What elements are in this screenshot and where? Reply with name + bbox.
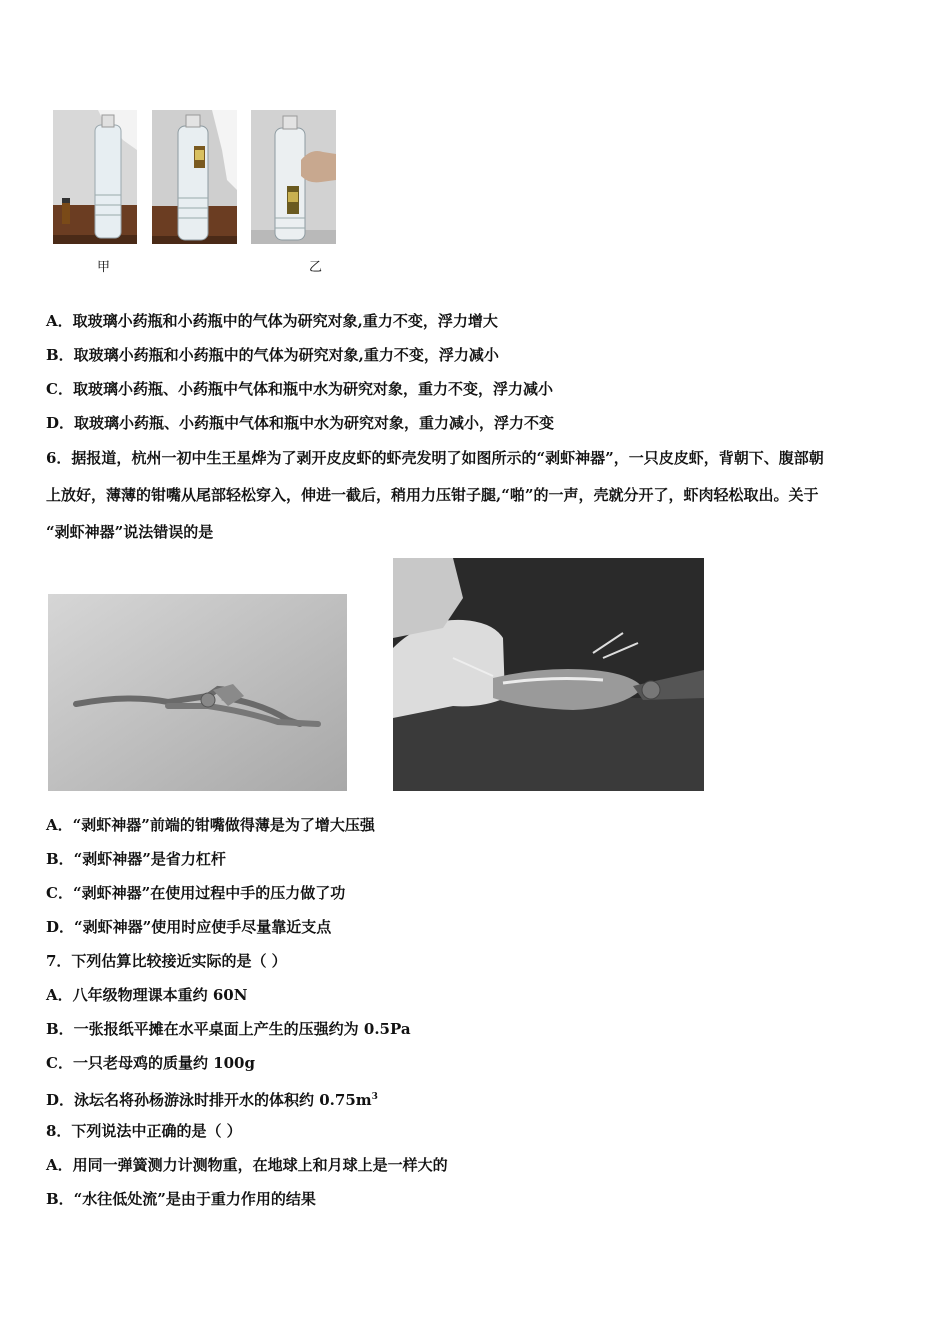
figure-label-jia: 甲: [97, 260, 111, 275]
q7-option-b: B．一张报纸平摊在水平桌面上产生的压强约为 0.5Pa: [46, 1020, 411, 1038]
q6-stem-line-3: “剥虾神器”说法错误的是: [46, 523, 214, 541]
bottle-photo-2: [152, 110, 237, 244]
figure-label-yi: 乙: [309, 260, 323, 275]
shrimp-peeler-photo: [48, 594, 347, 791]
q7-option-a: A．八年级物理课本重约 60N: [46, 986, 248, 1004]
q5-option-d: D．取玻璃小药瓶、小药瓶中气体和瓶中水为研究对象，重力减小，浮力不变: [46, 414, 555, 432]
shrimp-peeler-image: [48, 594, 347, 791]
q5-option-a: A．取玻璃小药瓶和小药瓶中的气体为研究对象,重力不变，浮力增大: [46, 312, 498, 330]
shrimp-demo-photo: [393, 558, 704, 791]
bottle-photo-1: [53, 110, 137, 244]
q6-option-a: A．“剥虾神器”前端的钳嘴做得薄是为了增大压强: [46, 816, 375, 834]
q6-option-c: C．“剥虾神器”在使用过程中手的压力做了功: [46, 884, 346, 902]
q6-stem-line-2: 上放好，薄薄的钳嘴从尾部轻松穿入，伸进一截后，稍用力压钳子腿,“啪”的一声，壳就分开了，虾肉轻松取出。关于: [46, 486, 819, 504]
bottle-photo-2-image: [152, 110, 237, 244]
q6-option-d: D．“剥虾神器”使用时应使手尽量靠近支点: [46, 918, 332, 936]
shrimp-demo-image: [393, 558, 704, 791]
q7-option-d: [46, 1087, 378, 1110]
bottle-photo-1-image: [53, 110, 137, 244]
bottle-photo-3: [251, 110, 336, 244]
q7-option-c: C．一只老母鸡的质量约 100g: [46, 1054, 255, 1072]
q5-option-c: C．取玻璃小药瓶、小药瓶中气体和瓶中水为研究对象，重力不变，浮力减小: [46, 380, 553, 398]
q7-stem: 7．下列估算比较接近实际的是（ ）: [46, 952, 287, 970]
q6-option-b: B．“剥虾神器”是省力杠杆: [46, 850, 226, 868]
q8-option-b: B．“水往低处流”是由于重力作用的结果: [46, 1190, 316, 1208]
q7-option-d-superscript: 3: [371, 1092, 378, 1102]
q8-stem: 8．下列说法中正确的是（ ）: [46, 1122, 242, 1140]
q5-option-b: B．取玻璃小药瓶和小药瓶中的气体为研究对象,重力不变，浮力减小: [46, 346, 499, 364]
q7-option-d-text: D．泳坛名将孙杨游泳时排开水的体积约 0.75m: [46, 1091, 372, 1109]
q8-option-a: A．用同一弹簧测力计测物重，在地球上和月球上是一样大的: [46, 1156, 448, 1174]
q6-stem-line-1: 6．据报道，杭州一初中生王星烨为了剥开皮皮虾的虾壳发明了如图所示的“剥虾神器”，一只皮皮虾，背朝下、腹部朝: [46, 449, 824, 467]
bottle-photo-3-image: [251, 110, 336, 244]
